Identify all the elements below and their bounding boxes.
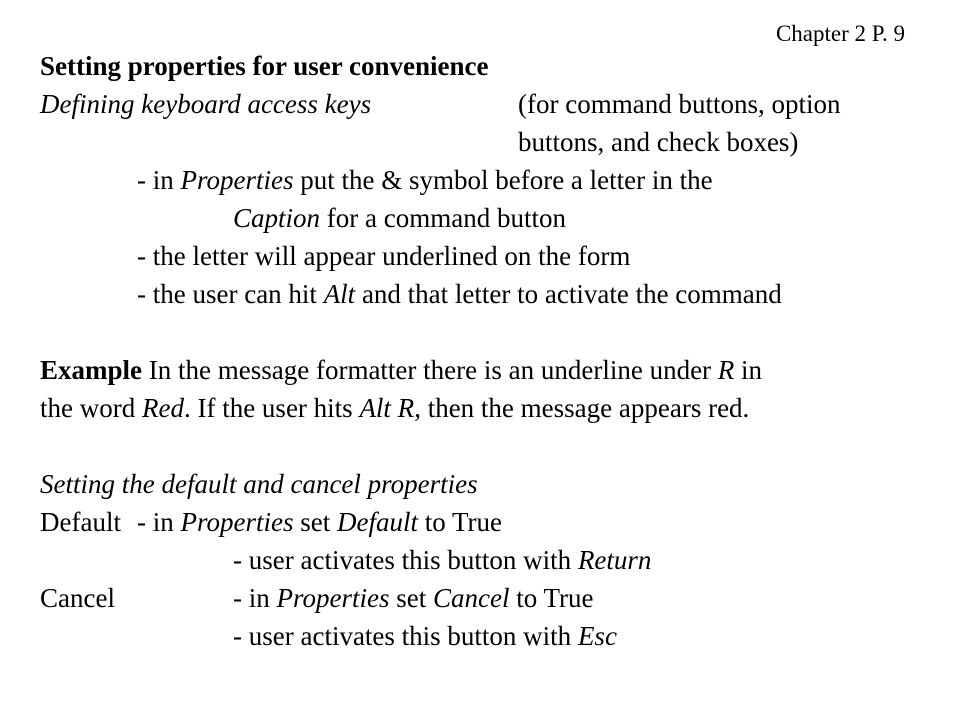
access-keys-scope-line1: (for command buttons, option [518,89,841,119]
access-keys-bullet-1-cont: Caption for a command button [233,203,566,233]
cancel-label: Cancel [40,583,115,613]
default-cancel-heading: Setting the default and cancel properties [40,469,478,499]
access-keys-bullet-1: - in Properties put the & symbol before a letter in the [137,165,713,195]
example-line-2: the word Red. If the user hits Alt R, then the message appears red. [40,393,750,423]
access-keys-scope-line2: buttons, and check boxes) [518,127,799,157]
access-keys-bullet-2: - the letter will appear underlined on the form [137,241,631,271]
page-label: Chapter 2 P. 9 [775,21,905,46]
section-title: Setting properties for user convenience [40,51,489,81]
default-line-1: - in Properties set Default to True [137,507,503,537]
default-line-2: - user activates this button with Return [233,545,652,575]
access-keys-heading: Defining keyboard access keys [40,89,372,119]
cancel-line-2: - user activates this button with Esc [233,621,617,651]
access-keys-bullet-3: - the user can hit Alt and that letter to activate the command [137,279,782,309]
example-line-1: Example In the message formatter there is an underline under R in [40,355,763,385]
example-label: Example [40,355,143,385]
cancel-line-1: - in Properties set Cancel to True [233,583,594,613]
default-label: Default [40,507,121,537]
